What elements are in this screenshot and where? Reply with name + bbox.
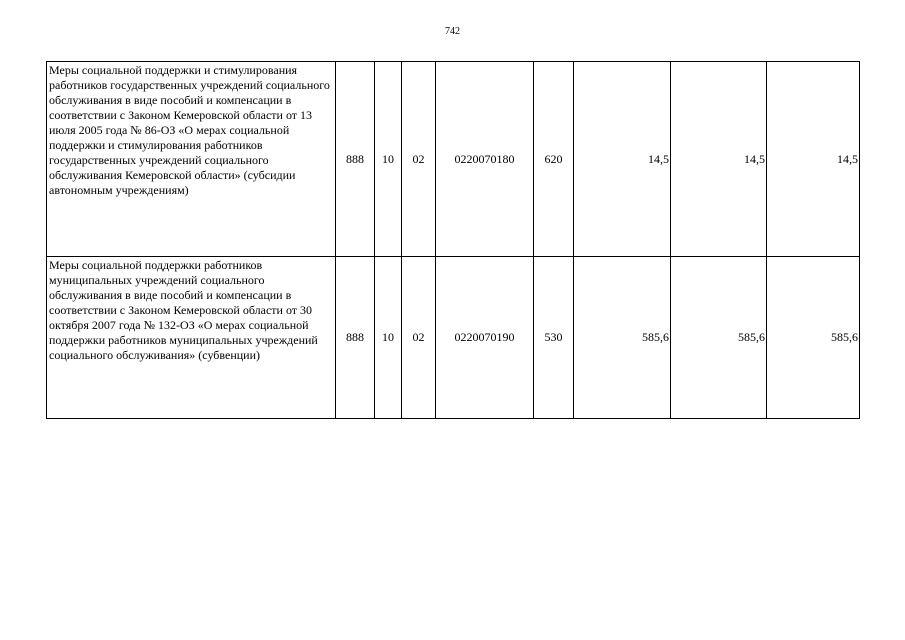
section-code-cell: 10: [375, 257, 402, 419]
subsection-code-cell: 02: [402, 257, 436, 419]
page-number: 742: [445, 26, 460, 37]
description-cell: Меры социальной поддержки и стимулирования работников государственных учреждений социального обслуживания в виде пособий и компенсации в соответствии с Законом Кемеровской области от 13 июля 2005 года № 86-ОЗ «О мерах социальной поддержки и стимулирования работников государственных учреждений социального обслуживания Кемеровской области» (субсидии автономным учреждениям): [47, 62, 336, 257]
ministry-code-cell: 888: [336, 62, 375, 257]
expense-type-cell: 620: [534, 62, 574, 257]
amount-cell-2: 585,6: [671, 257, 767, 419]
amount-cell-2: 14,5: [671, 62, 767, 257]
amount-cell-1: 585,6: [574, 257, 671, 419]
ministry-code-cell: 888: [336, 257, 375, 419]
amount-cell-1: 14,5: [574, 62, 671, 257]
target-article-cell: 0220070180: [436, 62, 534, 257]
budget-table: [46, 61, 860, 419]
section-code-cell: 10: [375, 62, 402, 257]
description-cell: Меры социальной поддержки работников муниципальных учреждений социального обслуживания в виде пособий и компенсации в соответствии с Законом Кемеровской области от 30 октября 2007 года № 132-ОЗ «О мерах социальной поддержки работников муниципальных учреждений социального обслуживания» (субвенции): [47, 257, 336, 419]
amount-cell-3: 585,6: [767, 257, 860, 419]
table-row: [47, 257, 860, 419]
table-row: [47, 62, 860, 257]
subsection-code-cell: 02: [402, 62, 436, 257]
amount-cell-3: 14,5: [767, 62, 860, 257]
target-article-cell: 0220070190: [436, 257, 534, 419]
expense-type-cell: 530: [534, 257, 574, 419]
